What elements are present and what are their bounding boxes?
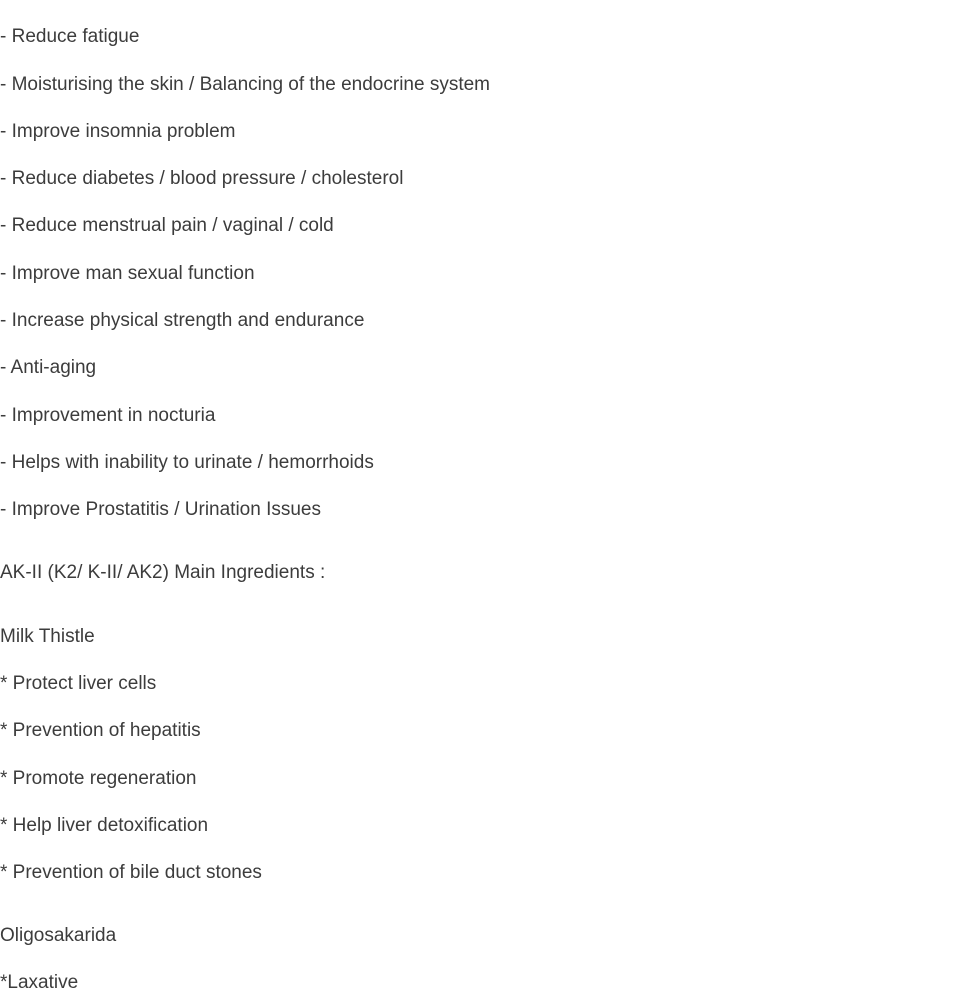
benefit-item: - Improve man sexual function [0,263,255,284]
ingredient-title-milk-thistle: Milk Thistle [0,626,95,647]
ingredient-point: *Laxative [0,972,79,993]
benefit-item: - Increase physical strength and endurance [0,310,365,331]
ingredients-heading: AK-II (K2/ K-II/ AK2) Main Ingredients : [0,562,326,583]
ingredient-point: * Promote regeneration [0,768,197,789]
benefit-item: - Helps with inability to urinate / hemorrhoids [0,452,374,473]
ingredient-point: * Help liver detoxification [0,815,209,836]
ingredient-title-oligosakarida: Oligosakarida [0,925,117,946]
benefit-item: - Reduce diabetes / blood pressure / cholesterol [0,168,404,189]
benefit-item: - Anti-aging [0,357,97,378]
benefit-item: - Moisturising the skin / Balancing of the endocrine system [0,74,491,95]
benefit-item: - Improve Prostatitis / Urination Issues [0,499,321,520]
ingredient-point: * Protect liver cells [0,673,157,694]
benefit-item: - Reduce menstrual pain / vaginal / cold [0,215,334,236]
benefit-item: - Improvement in nocturia [0,405,216,426]
ingredient-point: * Prevention of hepatitis [0,720,201,741]
benefit-item: - Reduce fatigue [0,26,140,47]
benefit-item: - Improve insomnia problem [0,121,236,142]
ingredient-point: * Prevention of bile duct stones [0,862,262,883]
